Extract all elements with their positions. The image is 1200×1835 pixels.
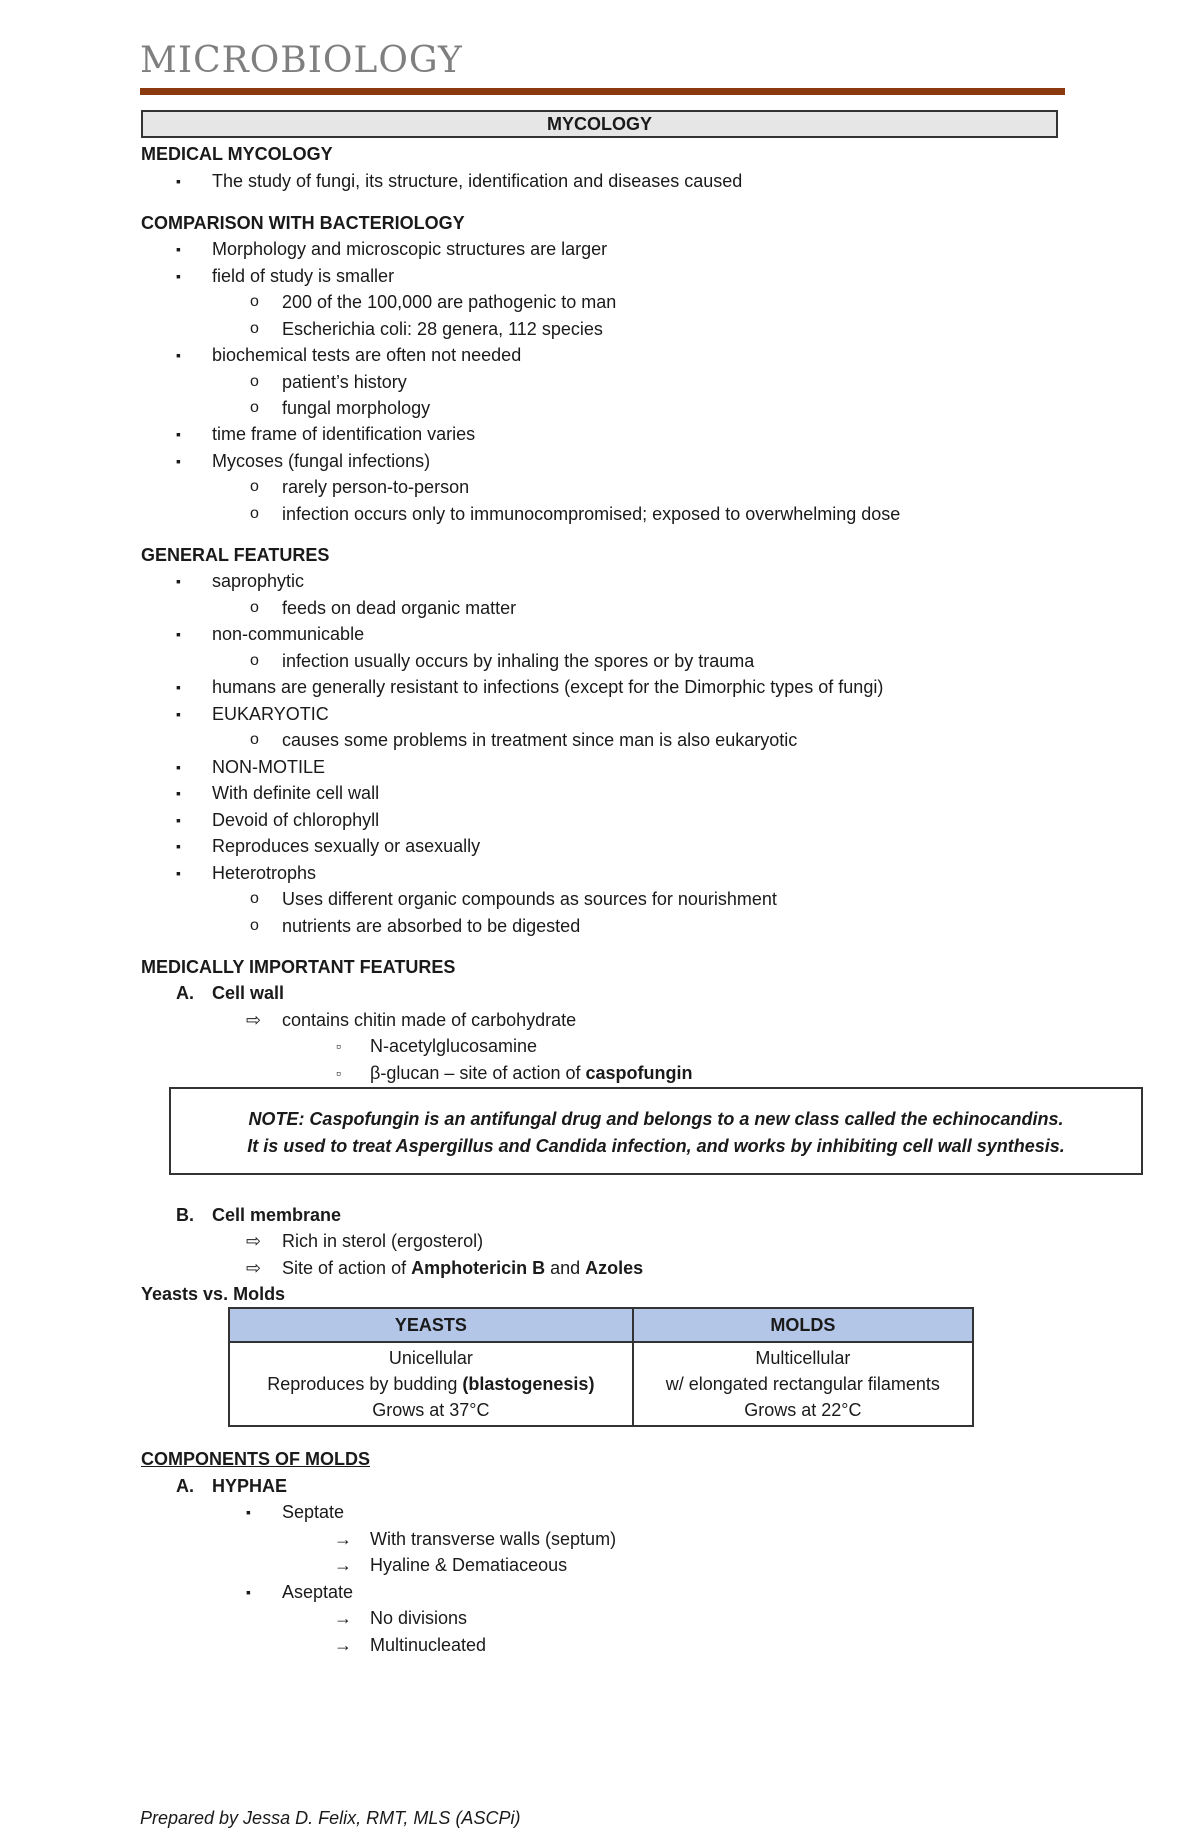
site-of-action-text: Site of action of [282,1258,412,1278]
sub-item: o infection usually occurs by inhaling the spores or by trauma [282,649,754,673]
amphotericin-text: Amphotericin B [411,1258,546,1278]
subheading-cell-membrane: Cell membrane [212,1205,342,1225]
azoles-text: Azoles [585,1258,644,1278]
sub-item: o Escherichia coli: 28 genera, 112 species [282,317,603,341]
note-line-1: NOTE: Caspofungin is an antifungal drug and belongs to a new class called the echinocandins. [248,1109,1064,1129]
heading-medical-mycology: MEDICAL MYCOLOGY [141,144,333,164]
subheading-hyphae: HYPHAE [212,1476,288,1496]
list-item: ▪ Morphology and microscopic structures are larger [212,237,607,261]
list-letter: A. [176,983,194,1003]
list-letter: B. [176,1205,194,1225]
list-item: ▪ Septate [282,1500,344,1524]
list-item: ▪ Aseptate [282,1580,353,1604]
arrow-item: → Hyaline & Dematiaceous [370,1553,567,1577]
arrow-item: → No divisions [370,1606,467,1630]
arrow-item [282,1256,643,1280]
list-item: ▪ saprophytic [212,569,304,593]
sub-item: o Uses different organic compounds as sources for nourishment [282,887,777,911]
list-item: ▪ The study of fungi, its structure, identification and diseases caused [212,169,742,193]
arrow-item: ⇨ contains chitin made of carbohydrate [282,1008,576,1032]
heading-comparison: COMPARISON WITH BACTERIOLOGY [141,213,465,233]
document-title: MICROBIOLOGY [140,40,463,81]
list-item: ▪ NON-MOTILE [212,755,325,779]
table-header-row [229,1308,973,1342]
sub-item: ▫ N-acetylglucosamine [370,1034,537,1058]
budding-text: Reproduces by budding [267,1374,463,1394]
sub-item: o feeds on dead organic matter [282,596,516,620]
sub-item: o rarely person-to-person [282,475,469,499]
beta-glucan-text: β-glucan – site of action of [370,1063,586,1083]
arrow-item: → With transverse walls (septum) [370,1527,616,1551]
title-rule [140,88,1065,95]
cell-line: Grows at 37°C [372,1400,490,1420]
cell-line: Multicellular [755,1348,851,1368]
heading-general-features: GENERAL FEATURES [141,545,330,565]
sub-item: o fungal morphology [282,396,430,420]
section-banner: MYCOLOGY [141,110,1058,138]
arrow-item: → Multinucleated [370,1633,486,1657]
list-item: ▪ biochemical tests are often not needed [212,343,521,367]
heading-components-of-molds: COMPONENTS OF MOLDS [141,1449,370,1469]
caspofungin-text: caspofungin [585,1063,693,1083]
sub-item [370,1061,692,1085]
list-item: ▪ EUKARYOTIC [212,702,329,726]
yeasts-cell [229,1342,633,1426]
column-header-molds: MOLDS [633,1308,973,1342]
list-item: ▪ humans are generally resistant to infections (except for the Dimorphic types of fungi) [212,675,883,699]
arrow-item: ⇨ Rich in sterol (ergosterol) [282,1229,483,1253]
molds-cell [633,1342,973,1426]
list-item: ▪ non-communicable [212,622,364,646]
sub-item: o nutrients are absorbed to be digested [282,914,580,938]
list-item: ▪ With definite cell wall [212,781,379,805]
list-item: ▪ Heterotrophs [212,861,316,885]
sub-item: o 200 of the 100,000 are pathogenic to man [282,290,616,314]
list-letter: A. [176,1476,194,1496]
list-item: ▪ Reproduces sexually or asexually [212,834,480,858]
heading-medically-important: MEDICALLY IMPORTANT FEATURES [141,957,456,977]
table-row [229,1342,973,1426]
list-item: ▪ time frame of identification varies [212,422,475,446]
note-box [169,1087,1143,1175]
cell-line: w/ elongated rectangular filaments [665,1374,940,1394]
cell-line: Unicellular [388,1348,473,1368]
blastogenesis-text: (blastogenesis) [462,1374,595,1394]
sub-item: o causes some problems in treatment since man is also eukaryotic [282,728,797,752]
cell-line [234,1371,628,1397]
list-item: ▪ Mycoses (fungal infections) [212,449,430,473]
note-line-2: It is used to treat Aspergillus and Candida infection, and works by inhibiting cell wall synthesis. [247,1136,1065,1156]
footer-credit: Prepared by Jessa D. Felix, RMT, MLS (ASCPi) [140,1808,521,1828]
sub-item: o patient’s history [282,370,407,394]
sub-item: o infection occurs only to immunocompromised; exposed to overwhelming dose [282,502,900,526]
column-header-yeasts: YEASTS [229,1308,633,1342]
subheading-cell-wall: Cell wall [212,983,285,1003]
list-item: ▪ Devoid of chlorophyll [212,808,379,832]
cell-line: Grows at 22°C [744,1400,862,1420]
and-text: and [545,1258,586,1278]
yeasts-molds-table [228,1307,974,1427]
heading-yeasts-vs-molds: Yeasts vs. Molds [141,1284,286,1304]
list-item: ▪ field of study is smaller [212,264,394,288]
